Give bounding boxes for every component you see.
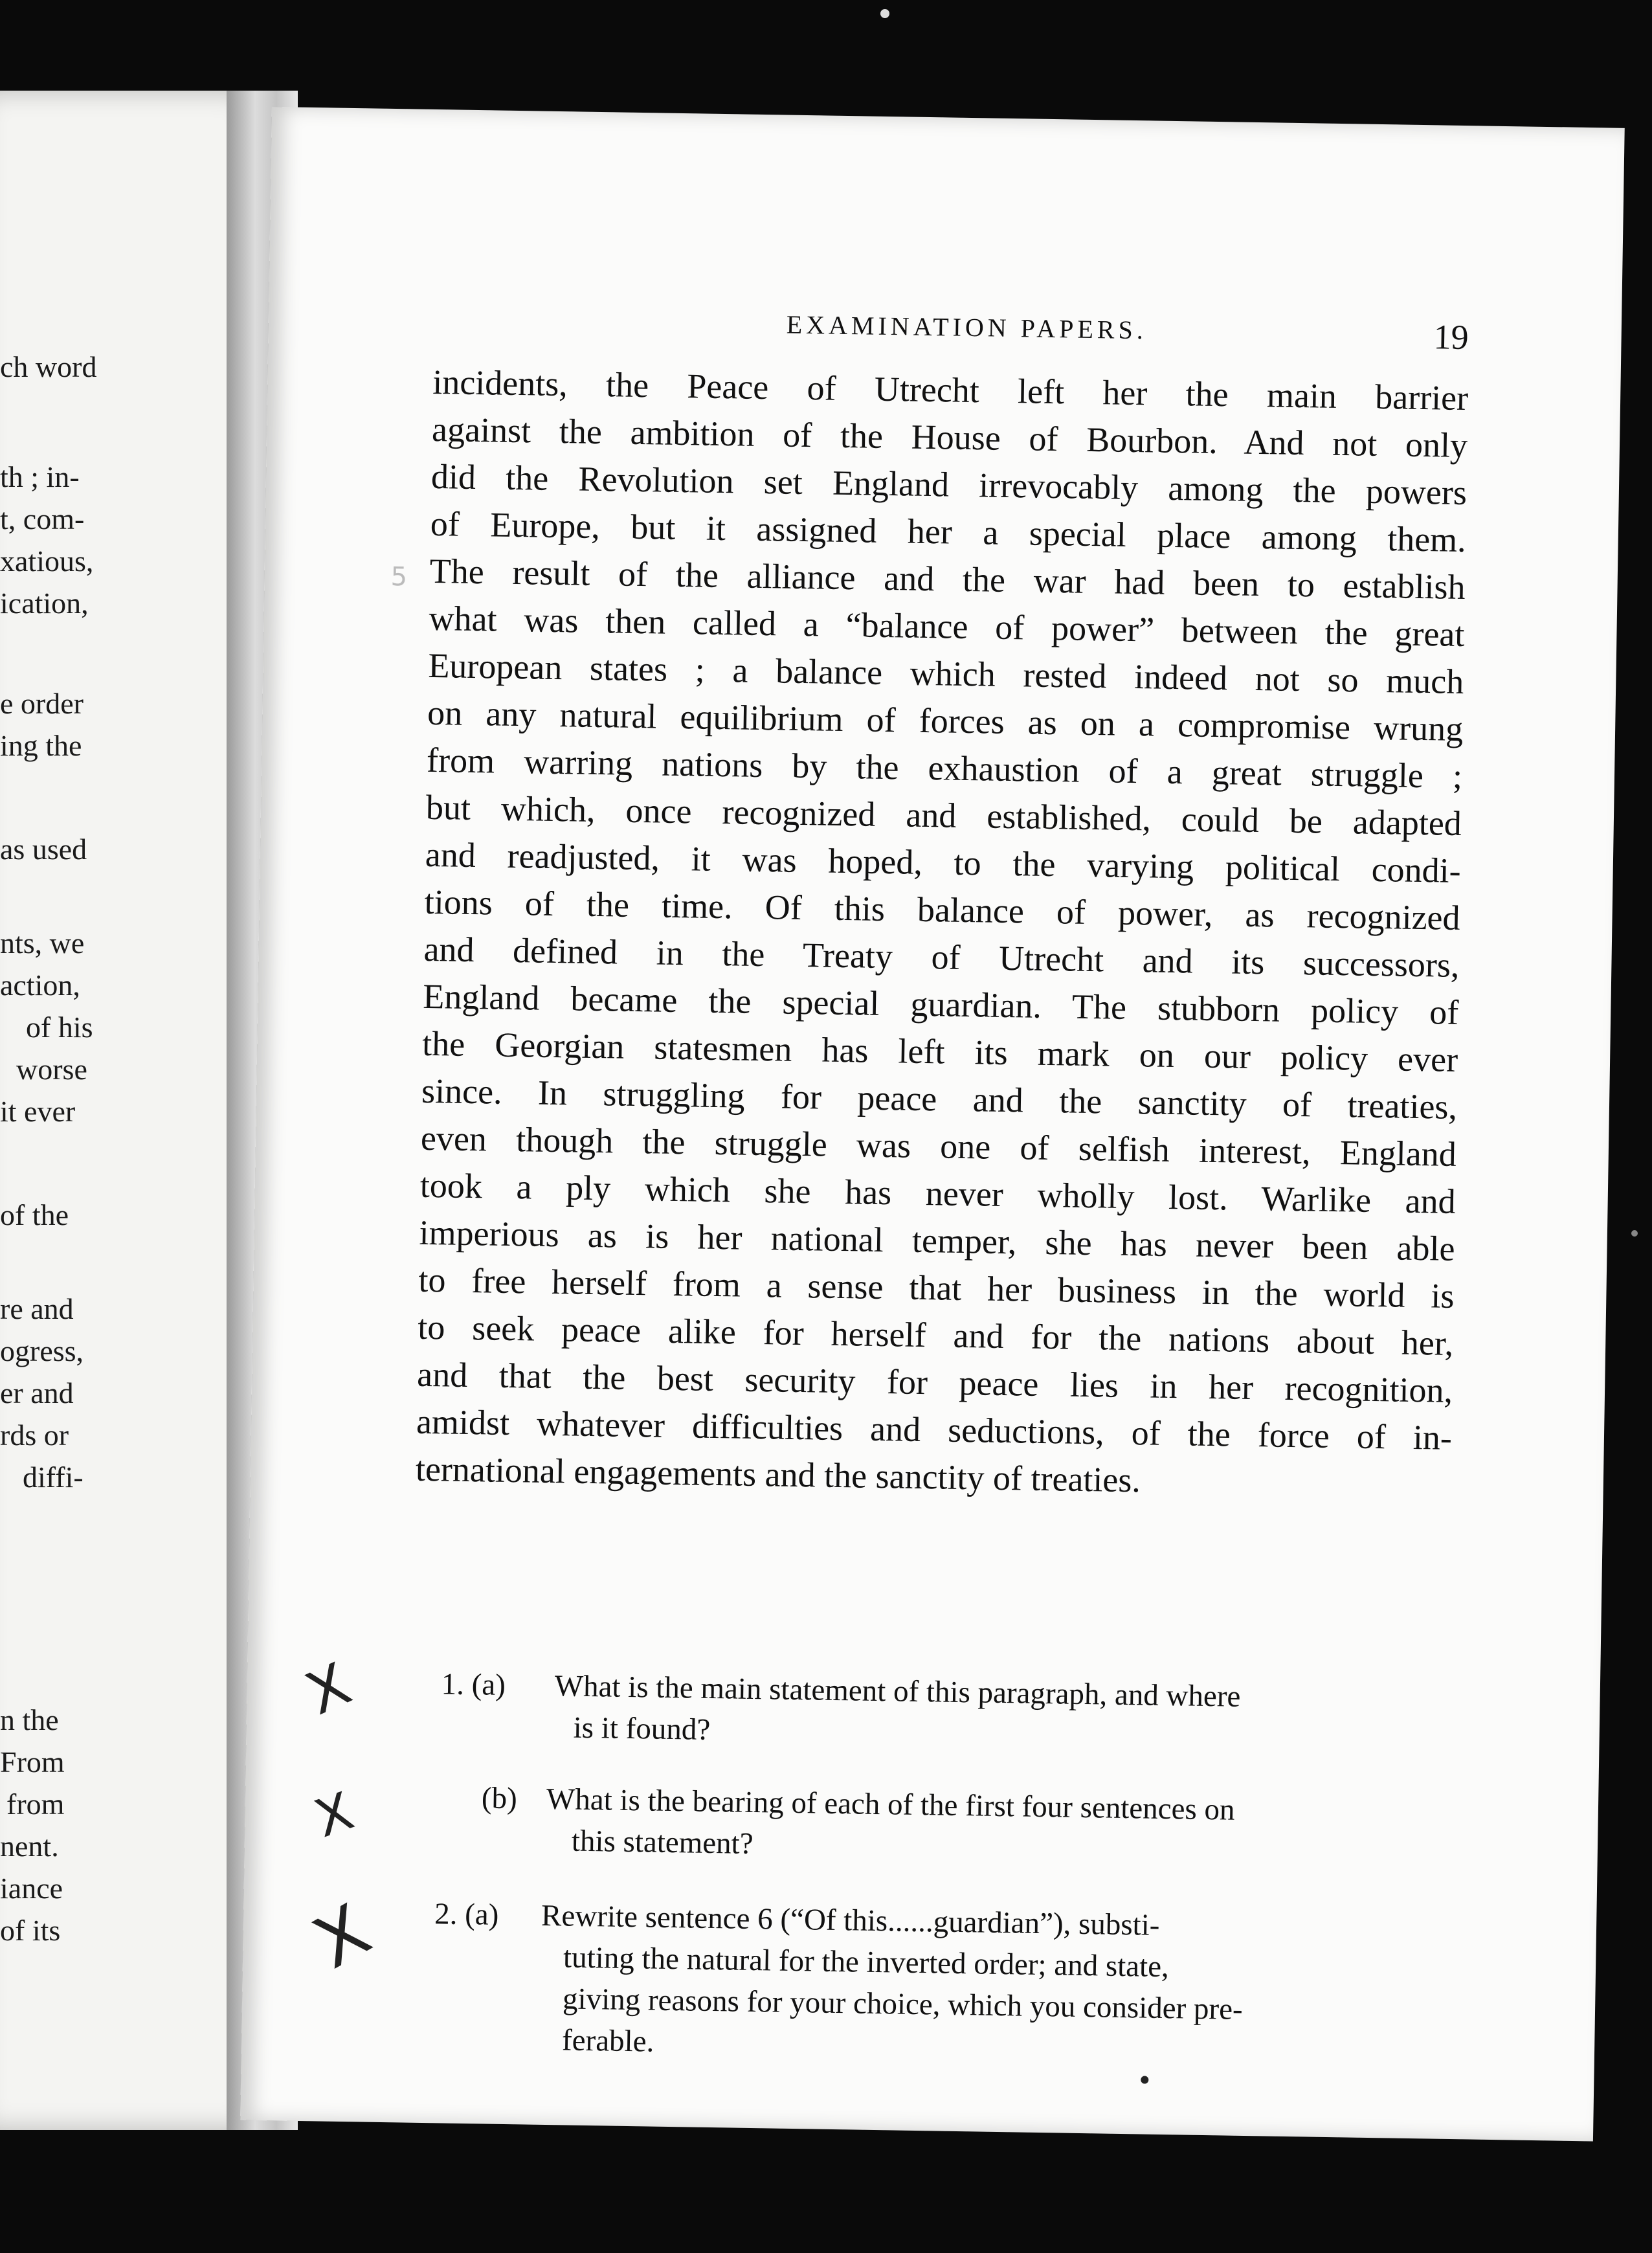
question-text: What is the main statement of this paragraph, and where [554, 1669, 1241, 1714]
left-page-fragment: from [6, 1788, 65, 1821]
text-line: to free herself from a sense that her business in the world is [418, 1260, 1455, 1316]
question-text: What is the bearing of each of the first four sentences on [546, 1782, 1235, 1827]
text-line: what was then called a “balance of power” between the great [429, 598, 1465, 655]
left-page-fragment: worse [16, 1053, 87, 1086]
text-line: from warring nations by the exhaustion of a great struggle ; [426, 740, 1463, 796]
left-page-fragment: th ; in- [0, 460, 80, 493]
question-label: 2. (a) [434, 1897, 499, 1932]
left-page-fragment: of its [0, 1914, 61, 1947]
text-line: to seek peace alike for herself and for the nations about her, [417, 1307, 1454, 1363]
question-1a [440, 1663, 1419, 1762]
left-page-fragment: ogress, [0, 1334, 84, 1367]
left-page-fragment: diffi- [23, 1461, 84, 1494]
text-line: imperious as is her national temper, she has never been able [419, 1213, 1455, 1268]
text-line: against the ambition of the House of Bourbon. And not only [431, 409, 1468, 465]
text-line: England became the special guardian. The stubborn policy of [422, 976, 1459, 1032]
text-line: European states ; a balance which rested indeed not so much [428, 645, 1464, 702]
text-line: took a ply which she has never wholly lost. Warlike and [419, 1165, 1457, 1221]
text-line: The result of the alliance and the war had been to establish [429, 551, 1466, 607]
left-page-fragment: of his [26, 1011, 93, 1044]
text-line: and that the best security for peace lies in her recognition, [416, 1354, 1453, 1410]
left-page-fragment: nent. [0, 1830, 59, 1863]
left-page-fragment: xatious, [0, 544, 94, 577]
text-line: incidents, the Peace of Utrecht left her the main barrier [432, 362, 1469, 418]
question-text: ferable. [561, 2023, 654, 2059]
question-1b [439, 1777, 1418, 1875]
check-mark-icon: X [300, 1888, 384, 1985]
text-line: and defined in the Treaty of Utrecht and its successors, [423, 929, 1460, 985]
running-head: EXAMINATION PAPERS. [786, 309, 1148, 345]
text-line: on any natural equilibrium of forces as on a compromise wrung [427, 693, 1464, 749]
text-line: of Europe, but it assigned her a special place among them. [430, 504, 1467, 560]
left-page-fragment: e order [0, 687, 84, 720]
left-page-fragment: er and [0, 1376, 74, 1409]
text-line: ternational engagements and the sanctity of treaties. [415, 1449, 1141, 1500]
left-page-fragment: ch word [0, 350, 97, 383]
text-line: the Georgian statesmen has left its mark on our policy ever [421, 1024, 1458, 1079]
left-page-fragment: it ever [0, 1095, 76, 1128]
question-text: tuting the natural for the inverted order; and state, [563, 1940, 1170, 1984]
left-page-fragment: iance [0, 1872, 63, 1905]
left-page-fragment: n the [0, 1703, 59, 1736]
check-mark-icon: X [296, 1650, 361, 1729]
text-line: but which, once recognized and established, could be adapted [425, 787, 1462, 844]
question-text: Rewrite sentence 6 (“Of this......guardian”), substi- [541, 1898, 1160, 1942]
text-line: amidst whatever difficulties and seductions, of the force of in- [416, 1402, 1453, 1457]
left-page-fragment: of the [0, 1198, 69, 1231]
scan-speck [880, 9, 889, 18]
ink-speck [1141, 2076, 1148, 2083]
left-page-fragment: rds or [0, 1418, 69, 1452]
left-page-fragment: t, com- [0, 502, 85, 535]
text-line: since. In struggling for peace and the sanctity of treaties, [421, 1071, 1458, 1126]
check-mark-icon: X [307, 1780, 361, 1850]
left-page-fragment: as used [0, 833, 87, 866]
question-text: this statement? [571, 1824, 753, 1861]
question-label: 1. (a) [441, 1667, 506, 1702]
scan-speck [1631, 1230, 1638, 1237]
question-text: giving reasons for your choice, which you consider pre- [562, 1982, 1244, 2026]
text-line: did the Revolution set England irrevocably among the powers [430, 456, 1468, 513]
left-page-fragment: action, [0, 969, 80, 1002]
left-page-fragment: ing the [0, 729, 82, 762]
left-page-fragment: ication, [0, 587, 89, 620]
body-paragraph [415, 359, 1468, 1509]
left-page-fragment: re and [0, 1292, 74, 1325]
text-line: and readjusted, it was hoped, to the varying political condi- [425, 835, 1462, 890]
left-page-fragment: nts, we [0, 926, 85, 959]
text-line: even though the struggle was one of selfish interest, England [420, 1118, 1457, 1174]
right-page [240, 107, 1625, 2141]
text-line: tions of the time. Of this balance of power, as recognized [424, 882, 1461, 937]
question-text: is it found? [573, 1710, 711, 1747]
margin-note: 5 [390, 561, 408, 592]
page-number: 19 [1433, 317, 1469, 357]
question-2a [436, 1893, 1416, 2074]
question-label: (b) [481, 1781, 518, 1816]
left-page-fragment: From [0, 1745, 65, 1778]
